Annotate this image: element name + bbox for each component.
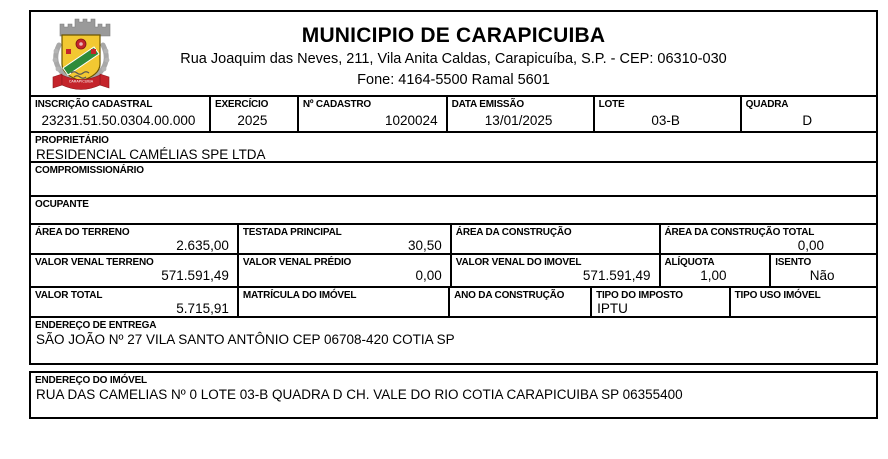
- field-value: Não: [809, 268, 835, 283]
- field-value: [31, 176, 876, 178]
- field-area-construcao-total: [661, 225, 877, 253]
- box-endereco-imovel: [29, 371, 878, 419]
- field-quadra: [742, 97, 876, 131]
- field-inscricao-cadastral: [31, 97, 211, 131]
- field-value: SÃO JOÃO Nº 27 VILA SANTO ANTÔNIO CEP 06708-420 COTIA SP: [36, 332, 455, 347]
- row-endereco-entrega: [31, 318, 876, 363]
- field-label: ÁREA DA CONSTRUÇÃO: [455, 227, 572, 238]
- row-proprietario: [31, 133, 876, 163]
- field-value: 5.715,91: [176, 301, 229, 316]
- field-value: 2025: [237, 113, 268, 128]
- field-label: ANO DA CONSTRUÇÃO: [454, 290, 565, 301]
- coat-of-arms-icon: [47, 15, 115, 95]
- field-label: EXERCÍCIO: [214, 99, 269, 110]
- field-value: IPTU: [597, 301, 628, 316]
- field-label: OCUPANTE: [35, 199, 89, 210]
- field-ano-construcao: [450, 288, 592, 316]
- municipal-coat-of-arms: [47, 15, 115, 95]
- field-label: ÁREA DO TERRENO: [35, 227, 130, 238]
- field-value: [452, 251, 659, 253]
- field-label: DATA EMISSÃO: [451, 99, 524, 110]
- field-value: 23231.51.50.0304.00.000: [41, 113, 196, 128]
- field-value: RESIDENCIAL CAMÉLIAS SPE LTDA: [36, 147, 266, 161]
- field-label: TIPO DO IMPOSTO: [596, 290, 683, 301]
- field-label: ALÍQUOTA: [664, 257, 715, 268]
- field-label: INSCRIÇÃO CADASTRAL: [35, 99, 153, 110]
- field-label: TIPO USO IMÓVEL: [734, 290, 821, 301]
- document-header: [29, 10, 878, 97]
- row-identification: [31, 97, 876, 133]
- field-label: Nº CADASTRO: [302, 99, 371, 110]
- row-valor-total: [31, 288, 876, 318]
- field-endereco-entrega: [31, 318, 876, 363]
- field-value: [239, 314, 448, 316]
- header-text-block: [31, 12, 876, 90]
- field-value: D: [802, 113, 813, 128]
- municipality-phone: Fone: 4164-5500 Ramal 5601: [357, 72, 550, 88]
- field-isento: [771, 255, 876, 286]
- field-value: [31, 210, 876, 212]
- field-tipo-imposto: [592, 288, 731, 316]
- field-value: RUA DAS CAMELIAS Nº 0 LOTE 03-B QUADRA D CH. VALE DO RIO COTIA CARAPICUIBA SP 06355400: [36, 387, 683, 402]
- field-numero-cadastro: [299, 97, 448, 131]
- field-proprietario: [31, 133, 876, 161]
- field-value: 571.591,49: [582, 268, 651, 283]
- field-label: VALOR TOTAL: [35, 290, 103, 301]
- field-label: COMPROMISSIONÁRIO: [35, 165, 144, 176]
- field-label: VALOR VENAL TERRENO: [35, 257, 154, 268]
- field-area-construcao: [452, 225, 661, 253]
- field-value: 1,00: [700, 268, 727, 283]
- field-label: QUADRA: [745, 99, 789, 110]
- field-label: PROPRIETÁRIO: [35, 135, 109, 146]
- iptu-document: [29, 10, 878, 419]
- field-label: ENDEREÇO DO IMÓVEL: [35, 375, 147, 386]
- field-valor-venal-terreno: [31, 255, 239, 286]
- field-matricula-imovel: [239, 288, 450, 316]
- field-label: ÁREA DA CONSTRUÇÃO TOTAL: [664, 227, 815, 238]
- row-areas: [31, 225, 876, 255]
- field-value: 30,50: [408, 238, 442, 253]
- field-value: 0,00: [415, 268, 442, 283]
- field-data-emissao: [448, 97, 595, 131]
- property-record-table: [29, 97, 878, 365]
- field-label: MATRÍCULA DO IMÓVEL: [242, 290, 357, 301]
- field-value: [731, 314, 876, 316]
- field-area-terreno: [31, 225, 239, 253]
- municipality-address: Rua Joaquim das Neves, 211, Vila Anita Caldas, Carapicuíba, S.P. - CEP: 06310-030: [180, 51, 727, 67]
- field-tipo-uso-imovel: [731, 288, 876, 316]
- field-label: LOTE: [598, 99, 625, 110]
- row-ocupante: [31, 197, 876, 225]
- field-label: TESTADA PRINCIPAL: [242, 227, 342, 238]
- field-value: 2.635,00: [176, 238, 229, 253]
- field-value: 03-B: [651, 113, 680, 128]
- field-label: ENDEREÇO DE ENTREGA: [35, 320, 157, 331]
- logo-banner-text: CARAPICUIBA: [68, 79, 94, 84]
- row-compromissionario: [31, 163, 876, 197]
- field-value: [450, 314, 590, 316]
- field-value: 13/01/2025: [484, 113, 553, 128]
- field-lote: [595, 97, 742, 131]
- field-testada-principal: [239, 225, 452, 253]
- field-value: 0,00: [797, 238, 824, 253]
- field-valor-venal-predio: [239, 255, 452, 286]
- field-label: VALOR VENAL PRÉDIO: [242, 257, 352, 268]
- row-valores-venais: [31, 255, 876, 288]
- field-compromissionario: [31, 163, 876, 195]
- field-exercicio: [211, 97, 299, 131]
- field-label: ISENTO: [775, 257, 812, 268]
- page-title: MUNICIPIO DE CARAPICUIBA: [301, 24, 606, 47]
- field-aliquota: [661, 255, 772, 286]
- field-label: VALOR VENAL DO IMOVEL: [455, 257, 582, 268]
- field-value: 571.591,49: [161, 268, 229, 283]
- field-value: 1020024: [385, 113, 438, 128]
- field-valor-total: [31, 288, 239, 316]
- field-ocupante: [31, 197, 876, 223]
- field-valor-venal-imovel: [452, 255, 661, 286]
